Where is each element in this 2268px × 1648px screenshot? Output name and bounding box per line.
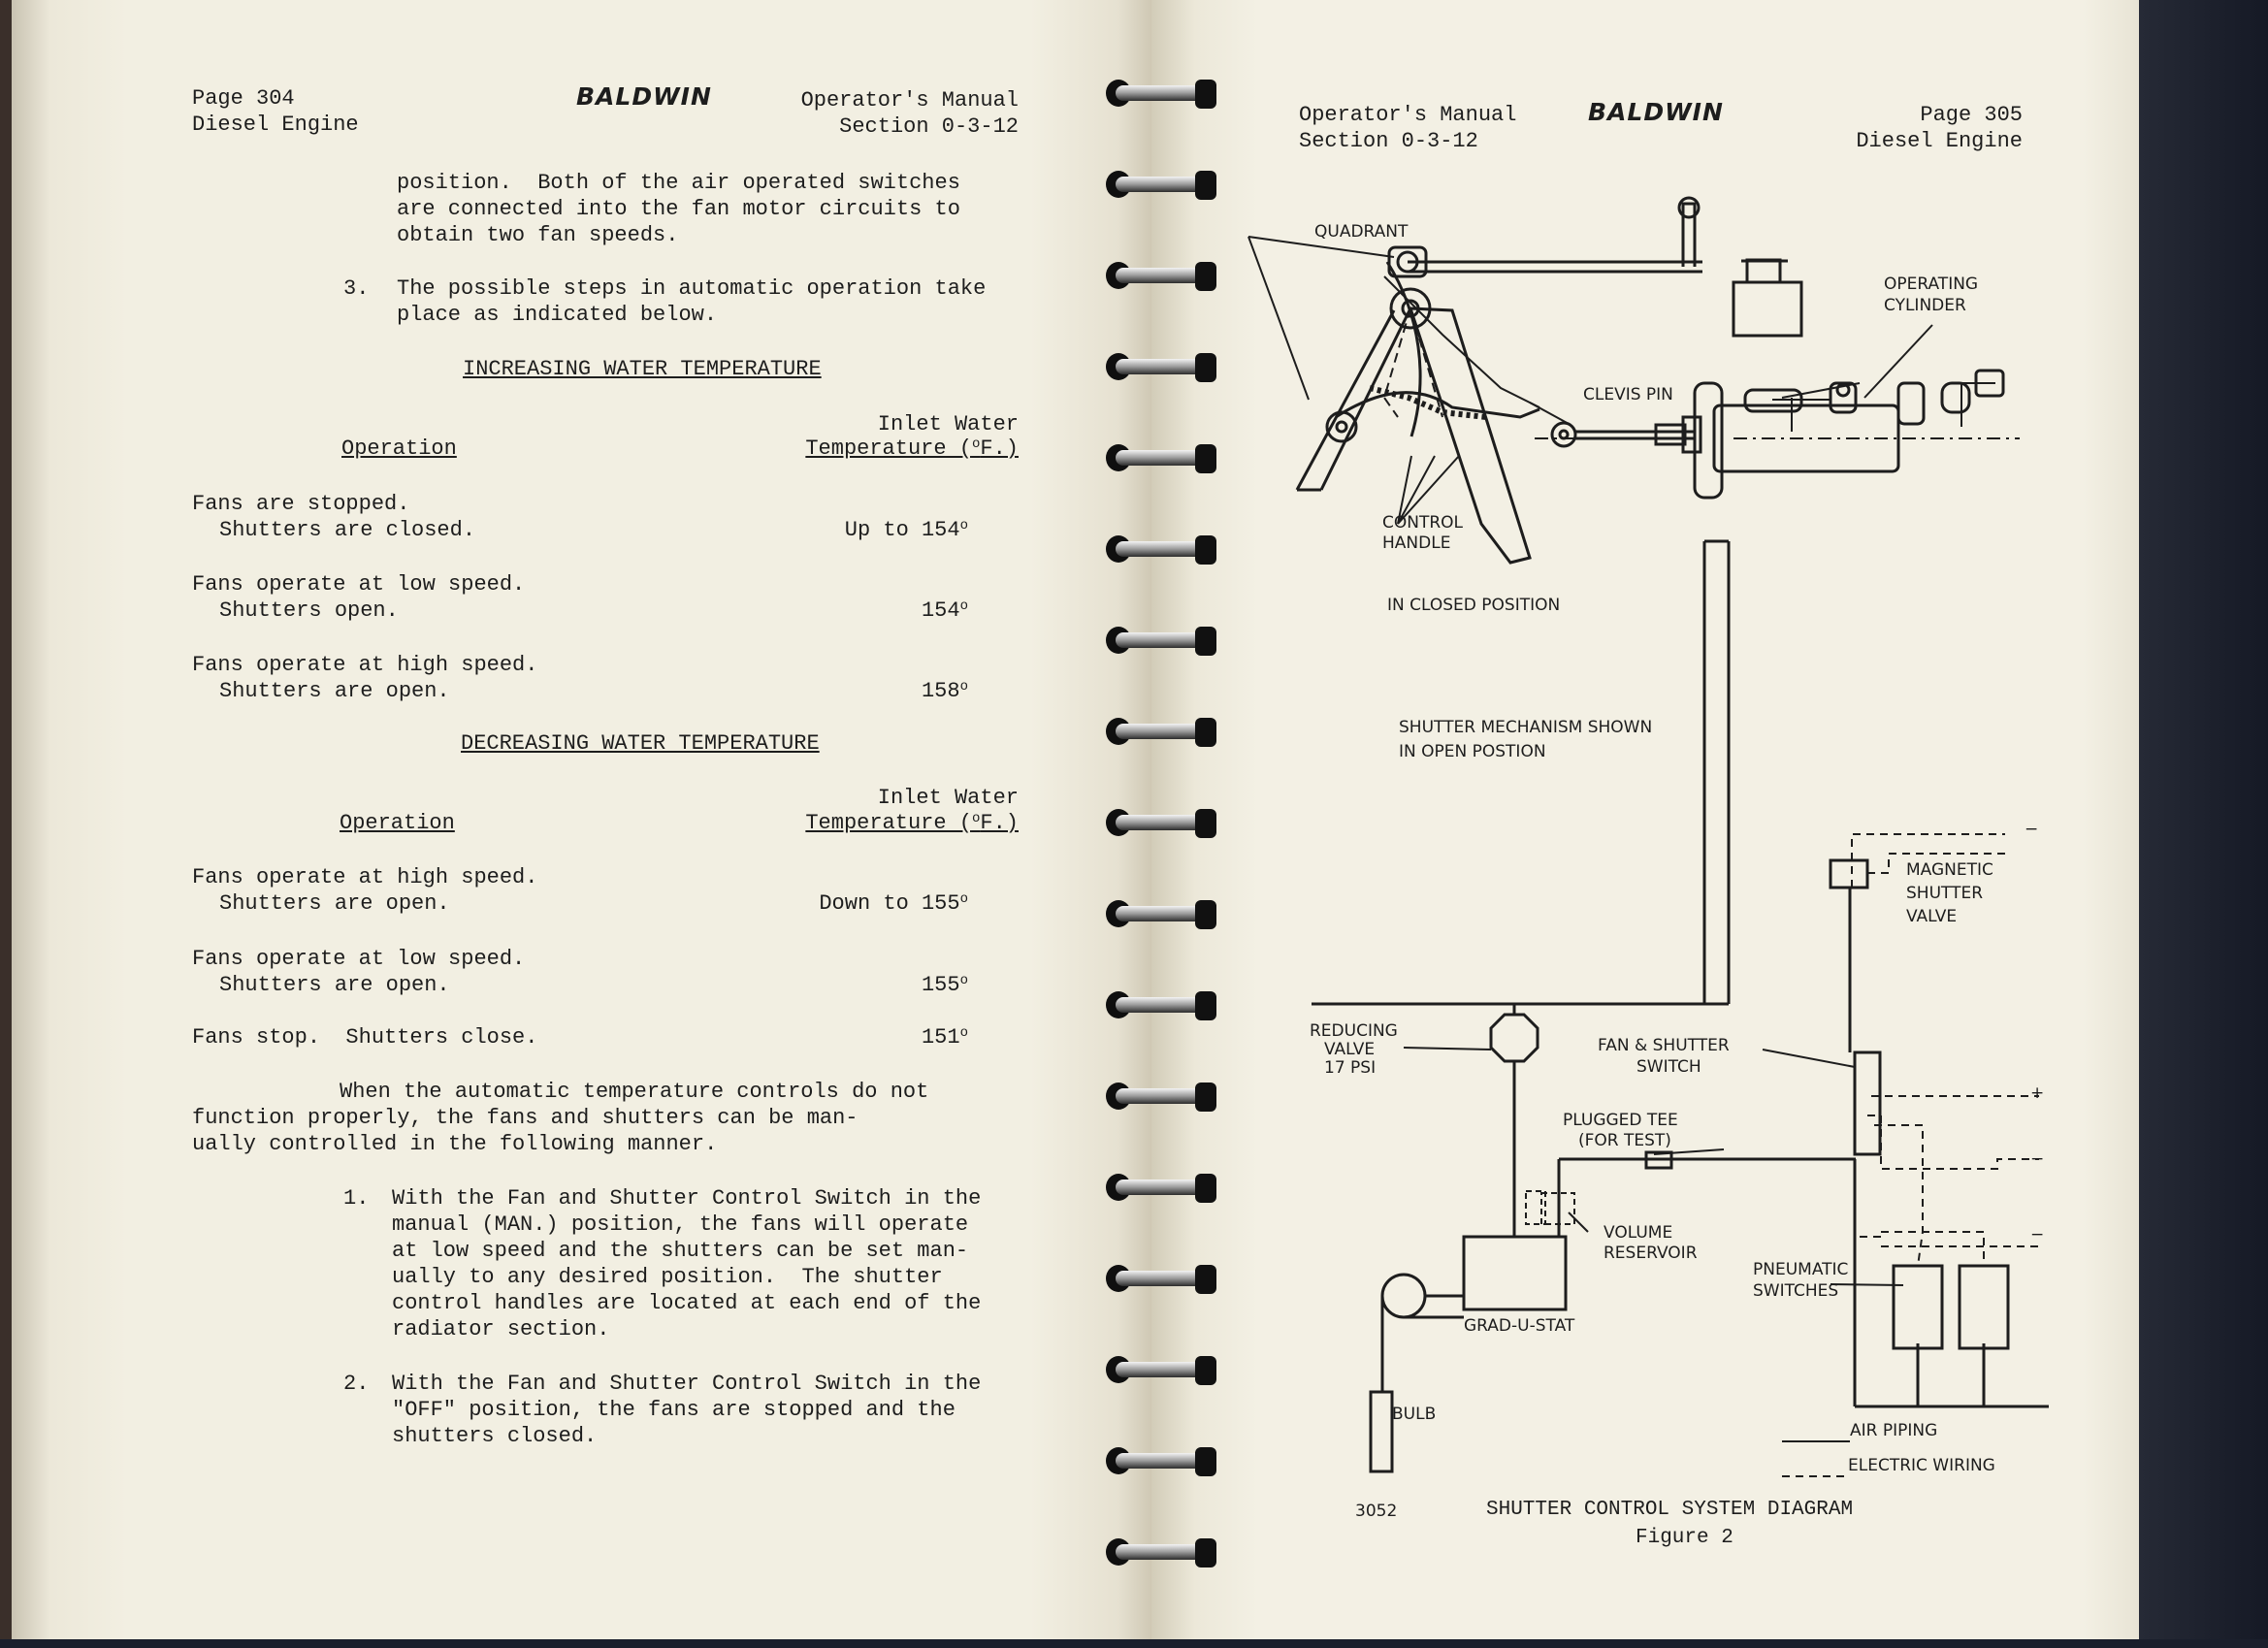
gradustat-label: GRAD-U-STAT <box>1464 1316 1575 1336</box>
page-number: Page 304 <box>192 86 295 111</box>
binding-coil <box>1098 345 1215 388</box>
shutter-mechanism <box>1248 198 2020 1004</box>
manual-title: Operator's Manual <box>800 88 1019 113</box>
closed-position-label: IN CLOSED POSITION <box>1387 596 1561 615</box>
right-page <box>1151 0 2139 1648</box>
mechanism-note: SHUTTER MECHANISM SHOWN <box>1399 718 1653 737</box>
binding-coil <box>1098 1531 1215 1573</box>
bulb-label: BULB <box>1392 1405 1437 1424</box>
minus-terminal: − <box>2025 820 2039 839</box>
manual-title: Operator's Manual <box>1299 103 1517 127</box>
minus-terminal: − <box>2030 1149 2045 1169</box>
table-row: Shutters open. <box>219 598 399 623</box>
page-number: Page 305 <box>1920 103 2023 127</box>
reducing-valve-label: 17 PSI <box>1324 1058 1377 1078</box>
page-subject: Diesel Engine <box>192 113 359 137</box>
intro-line: position. Both of the air operated switches <box>397 171 960 195</box>
table-row: Fans are stopped. <box>192 492 410 516</box>
binding-coil <box>1098 163 1215 206</box>
binding-coil <box>1098 892 1215 935</box>
brand-logo: BALDWIN <box>576 82 712 111</box>
binding-coil <box>1098 1075 1215 1117</box>
table-row: Shutters are closed. <box>219 518 476 542</box>
table-row: Shutters are open. <box>219 973 450 997</box>
binding-coil <box>1098 1439 1215 1482</box>
binding-coil <box>1098 984 1215 1026</box>
brand-logo: BALDWIN <box>1588 98 1724 126</box>
figure-number: 3052 <box>1355 1502 1398 1521</box>
table-temp: 158$^o$ <box>921 679 968 703</box>
column-header: Inlet Water <box>877 412 1019 436</box>
control-handle-label: HANDLE <box>1382 533 1451 553</box>
operating-cylinder-label: OPERATING <box>1884 275 1979 294</box>
item-line: ually to any desired position. The shutter <box>392 1265 943 1289</box>
item-line: With the Fan and Shutter Control Switch in the <box>392 1186 982 1211</box>
book-cover-edge <box>0 0 12 1648</box>
left-page <box>12 0 1151 1648</box>
table-temp: 151$^o$ <box>921 1025 968 1050</box>
clevis-pin-label: CLEVIS PIN <box>1583 385 1673 404</box>
figure-caption-title: SHUTTER CONTROL SYSTEM DIAGRAM <box>1486 1499 1854 1521</box>
plugged-tee-label: PLUGGED TEE <box>1563 1111 1678 1130</box>
legend-air-label: AIR PIPING <box>1850 1421 1938 1440</box>
shutter-control-diagram <box>1151 0 2139 1648</box>
reducing-valve-label: REDUCING <box>1310 1021 1398 1041</box>
table-row: Fans operate at high speed. <box>192 865 538 889</box>
minus-terminal: − <box>2030 1225 2045 1244</box>
table-heading: DECREASING WATER TEMPERATURE <box>461 731 820 756</box>
figure-caption-number: Figure 2 <box>1636 1527 1733 1549</box>
pneumatic-switches-label: SWITCHES <box>1753 1281 1839 1301</box>
table-row: Fans stop. Shutters close. <box>192 1025 538 1050</box>
magnetic-valve-label: SHUTTER <box>1906 884 1984 903</box>
table-temp: 154$^o$ <box>921 598 968 623</box>
item-line: shutters closed. <box>392 1424 598 1448</box>
paragraph-line: When the automatic temperature controls do not <box>340 1080 929 1104</box>
step-line: place as indicated below. <box>397 303 718 327</box>
control-handle-label: CONTROL <box>1382 513 1464 533</box>
column-header-temperature: Temperature ($^o$F.) <box>805 436 1019 461</box>
intro-line: obtain two fan speeds. <box>397 223 679 247</box>
table-temp: Up to 154$^o$ <box>844 518 968 542</box>
binding-coil <box>1098 72 1215 114</box>
mechanism-note: IN OPEN POSTION <box>1399 742 1546 761</box>
binding-coil <box>1098 436 1215 479</box>
operating-cylinder-label: CYLINDER <box>1884 296 1966 315</box>
paragraph-line: function properly, the fans and shutters can be man- <box>192 1106 859 1130</box>
table-temp: Down to 155$^o$ <box>819 891 968 916</box>
paragraph-line: ually controlled in the following manner. <box>192 1132 718 1156</box>
item-number: 2. <box>343 1372 370 1396</box>
binding-coil <box>1098 1257 1215 1300</box>
item-line: radiator section. <box>392 1317 610 1341</box>
binding-coil <box>1098 254 1215 297</box>
intro-line: are connected into the fan motor circuits to <box>397 197 960 221</box>
step-number: 3. <box>343 276 370 301</box>
table-heading: INCREASING WATER TEMPERATURE <box>463 357 822 381</box>
table-row: Fans operate at low speed. <box>192 572 526 597</box>
table-row: Fans operate at low speed. <box>192 947 526 971</box>
binding-coil <box>1098 619 1215 662</box>
item-number: 1. <box>343 1186 370 1211</box>
table-temp: 155$^o$ <box>921 973 968 997</box>
fan-shutter-switch-label: SWITCH <box>1636 1057 1701 1077</box>
item-line: control handles are located at each end of the <box>392 1291 982 1315</box>
binding-coil <box>1098 801 1215 844</box>
binding-coil <box>1098 1166 1215 1209</box>
column-header-operation: Operation <box>340 811 455 835</box>
plus-terminal: + <box>2030 1083 2045 1103</box>
item-line: With the Fan and Shutter Control Switch in the <box>392 1372 982 1396</box>
binding-coil <box>1098 528 1215 570</box>
table-row: Shutters are open. <box>219 891 450 916</box>
reducing-valve-label: VALVE <box>1324 1040 1376 1059</box>
book-cover-right <box>2139 0 2268 1648</box>
legend-electric-label: ELECTRIC WIRING <box>1848 1456 1995 1475</box>
fan-shutter-switch-label: FAN & SHUTTER <box>1598 1036 1730 1055</box>
magnetic-valve-label: VALVE <box>1906 907 1958 926</box>
item-line: manual (MAN.) position, the fans will operate <box>392 1212 969 1237</box>
binding-coil <box>1098 710 1215 753</box>
table-row: Fans operate at high speed. <box>192 653 538 677</box>
volume-reservoir-label: VOLUME <box>1604 1223 1673 1243</box>
plugged-tee-label: (FOR TEST) <box>1578 1131 1671 1150</box>
item-line: "OFF" position, the fans are stopped and the <box>392 1398 956 1422</box>
step-line: The possible steps in automatic operation take <box>397 276 987 301</box>
pneumatic-switches-label: PNEUMATIC <box>1753 1260 1849 1279</box>
volume-reservoir-label: RESERVOIR <box>1604 1244 1698 1263</box>
quadrant-label: QUADRANT <box>1314 222 1409 242</box>
page-subject: Diesel Engine <box>1856 129 2023 153</box>
section-number: Section 0-3-12 <box>839 114 1019 139</box>
section-number: Section 0-3-12 <box>1299 129 1478 153</box>
table-row: Shutters are open. <box>219 679 450 703</box>
book-bottom-edge <box>0 1639 2268 1648</box>
column-header: Inlet Water <box>877 786 1019 810</box>
column-header-temperature: Temperature ($^o$F.) <box>805 811 1019 835</box>
item-line: at low speed and the shutters can be set man- <box>392 1239 969 1263</box>
column-header-operation: Operation <box>341 436 457 461</box>
binding-coil <box>1098 1348 1215 1391</box>
magnetic-valve-label: MAGNETIC <box>1906 860 1993 880</box>
spiral-binding <box>1098 0 1215 1648</box>
air-piping <box>1312 860 2049 1471</box>
